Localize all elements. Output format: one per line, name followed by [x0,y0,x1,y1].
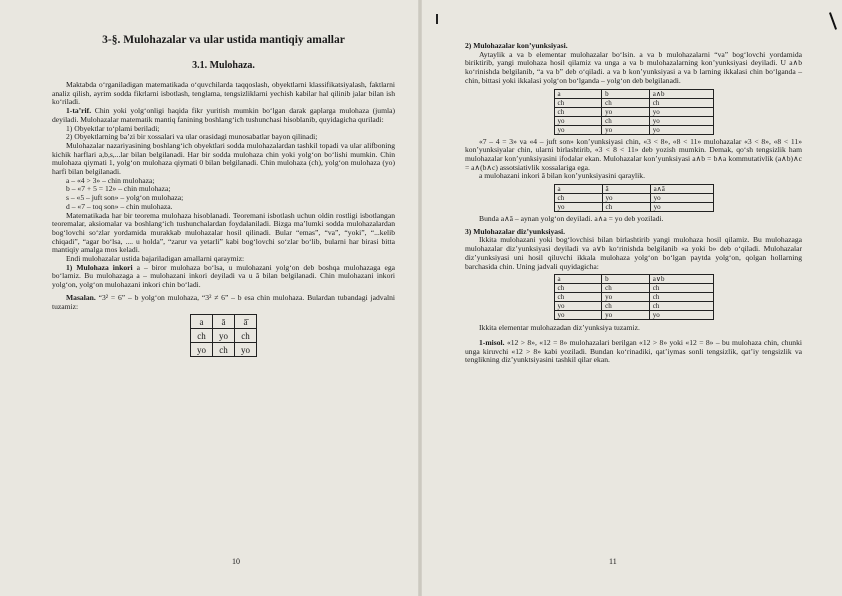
disjunction-truth-table [554,274,714,320]
table-header-cell: a∧ā [650,185,713,194]
intro-paragraph: Maktabda o‘rganiladigan matematikada o‘quvchilarda taqqoslash, obyektlarni klassifikatsiyalash, faktlarni analiz qilish, ayrim sodda fikrlarni isbotlash, tenglama, tengsizliklarni yechish kabilar hal qilinib jalar bilan ish ko‘riladi. [52,80,395,107]
table-cell: yo [554,125,602,134]
table-header-cell: ā [213,315,235,329]
table-header-cell: ā [602,185,650,194]
table-cell: ch [554,107,602,116]
table-cell: ch [554,98,602,107]
table-cell: ch [554,293,602,302]
definition-paragraph [52,107,395,124]
example-paragraph [52,294,395,311]
table-cell: yo [649,107,713,116]
table-cell: yo [602,311,650,320]
example-1-text: «12 > 8», «12 = 8» mulohazalari berilgan «12 > 8» yoki «12 = 8» – bu mulohaza chin, chunki unga kiruvchi «12 > 8» kabi yoziladi. Bundan ko‘rinadiki, qat’iymas sonli tengsizlik, qat’iy tengsizlik va tenglikning diz’yunktsiyasini tashkil qilar ekan. [465,337,802,365]
table-header-cell: a∧b [649,89,713,98]
table-row [554,311,713,320]
example-b: b – «7 + 5 = 12» – chin mulohaza; [66,184,171,194]
table-cell: yo [554,302,602,311]
table-cell: yo [602,107,650,116]
table-cell: ch [602,302,650,311]
subsection-title: 3.1. Mulohaza. [192,60,255,71]
table-cell: yo [649,311,713,320]
table-cell: ch [649,284,713,293]
table-cell: ch [602,284,650,293]
table-header-cell: ā̄ [235,315,257,329]
table-row [191,329,257,343]
table-cell: yo [602,293,650,302]
conjunction-truth-table [554,89,714,135]
table-cell: yo [602,194,650,203]
table-header-cell: a [554,89,602,98]
table-cell: yo [650,194,713,203]
disjunction-title: 3) Mulohazalar diz’yunksiyasi. [465,226,566,236]
table-cell: yo [649,125,713,134]
example-d: d – «7 – toq son» – chin mulohaza. [66,201,173,211]
disjunction-paragraph: Ikkita mulohazani yoki bog‘lovchisi bilan birlashtirib yangi mulohaza hosil qilamiz. Bu mulohazaga mulohazalar diz’yunksiyasi deyiladi va a∨b ko‘rinishda belgilanib «a yoki b» deb o‘qiladi. Mulohazalar diz’yunksiyasi uni hosil qiluvchi ikkala mulohaza yolg‘on bo‘lgan paytda yolg‘on, qolgan hollarning barchasida chin. Uning jadvali quyidagicha: [465,235,802,271]
table-header-cell: b [602,275,650,284]
example-s: s – «5 – juft son» – yolg‘on mulohaza; [66,193,184,203]
table-cell: yo [191,343,213,357]
contradiction-result: Bunda a∧ā – aynan yolg‘on deyiladi. a∧a = yo deb yoziladi. [479,214,664,224]
table-cell: ch [649,293,713,302]
conjunction-paragraph: Aytaylik a va b elementar mulohazalar bo‘lsin. a va b mulohazalarni “va” bog‘lovchi yordamida biriktirib, yangi mulohaza hosil qilamiz va unga a va b mulohazalarning kon’yunksiyasi deyiladi. U a∧b ko‘rinishda belgilanib, “a va b” deb o‘qiladi. a va b kon’yunksiyasi a va b larning ikkalasi chin bo‘lganda – chin, bittasi yoki ikkalasi yolg‘on bo‘lganda – yolg‘on deb belgilanadi. [465,49,802,85]
page-number-left: 10 [232,557,240,566]
table-row [554,107,713,116]
disjunction-note: Ikkita elementar mulohazadan diz’yunksiya tuzamiz. [479,323,640,333]
table-row [554,194,713,203]
table-header-cell: a [191,315,213,329]
table-header-cell: a [554,275,602,284]
table-header-cell: a∨b [649,275,713,284]
list-item-1: 1) Obyektlar to‘plami beriladi; [66,123,160,133]
table-row [554,284,713,293]
negation-truth-table [190,314,257,357]
table-cell: ch [602,98,650,107]
conjunction-example: «7 – 4 = 3» va «4 – juft son» kon’yunksiyasi chin, «3 < 8», «8 < 11» mulohazalar «3 < 8», «8 < 11» kon’yunksiyalar chin, ularni birlashtirib, «3 < 8 < 11» deb yozish mumkin. Demak, qo‘sh tengsizlik ham mulohazalar kon’yunksiyasini ifodalar ekan. Mulohazalar kon’yunksiyasi a∧b = b∧a kommutativlik (a∧b)∧c = a∧(b∧c) assotsiativlik xossalariga ega. [465,136,802,172]
example-a: a – «4 > 3» – chin mulohaza; [66,175,155,185]
table-row [554,98,713,107]
objects-paragraph: Mulohazalar nazariyasining boshlang‘ich obyektlari sodda mulohazalardan tashkil topadi va ular alifboning kichik harflari a,b,s,...lar bilan belgilanadi. Har bir sodda mulohaza chin yoki yolg‘on bo‘lishi mumkin. Chin mulohaza qiymati 1, yolg‘on mulohaza qiymati 0 bilan belgilanadi. Chin mulohaza (ch), yolg‘on mulohaza (yo) harfi bilan belgilanadi. [52,140,395,177]
conjunction-negation-intro: a mulohazani inkori ā bilan kon’yunksiyasini qaraylik. [479,171,645,181]
example-label: Masalan. [66,292,96,302]
negation-label: 1) Mulohaza inkori [66,262,133,272]
table-header-row [554,89,713,98]
list-item-2: 2) Obyektlarning ba’zi bir xossalari va ular orasidagi munosabatlar bayon qilinadi; [66,132,318,142]
table-cell: yo [554,203,602,212]
operations-intro: Endi mulohazalar ustida bajariladigan amallarni qaraymiz: [66,254,245,264]
example-text: “3² = 6” – b yolg‘on mulohaza, “3² ≠ 6” – b esa chin mulohaza. Bulardan tubandagi jadvalni tuzamiz: [52,292,395,311]
table-cell: yo [650,203,713,212]
section-title: 3-§. Mulohazalar va ular ustida mantiqiy amallar [102,34,345,46]
table-cell: yo [602,125,650,134]
table-cell: ch [213,343,235,357]
table-row [191,343,257,357]
table-cell: yo [554,311,602,320]
table-row [554,302,713,311]
table-cell: ch [235,329,257,343]
table-cell: ch [602,203,650,212]
table-cell: ch [554,284,602,293]
conjunction-title: 2) Mulohazalar kon’yunksiyasi. [465,41,568,50]
table-header-cell: b [602,89,650,98]
table-row [554,125,713,134]
table-cell: yo [554,116,602,125]
table-row [554,203,713,212]
table-cell: yo [649,116,713,125]
table-cell: yo [213,329,235,343]
negation-paragraph [52,264,395,290]
table-header-row [191,315,257,329]
definition-text: Chin yoki yolg‘onligi haqida fikr yuritish mumkin bo‘lgan darak gaplarga mulohaza (jumla) deyiladi. Mulohazalar matematik mantiq fanining boshlang‘ich tushunchasi hisoblanib, quyidagicha quriladi: [52,106,395,124]
table-header-row [554,275,713,284]
example-1-paragraph [465,339,802,365]
table-cell: ch [649,302,713,311]
table-header-cell: a [554,185,602,194]
right-page [421,0,842,596]
negation-text: a – biror mulohaza bo‘lsa, u mulohazani yolg‘on deb boshqa mulohazaga ega bo‘lamiz. Bu mulohazaga a – mulohazani inkori deyiladi va u ā bilan belgilanadi. Chin mulohazani inkori yolg‘on, yolg‘on mulohazani inkori chin bo‘ladi. [52,262,395,290]
table-row [554,116,713,125]
contradiction-truth-table [554,184,714,212]
table-cell: ch [649,98,713,107]
theorem-paragraph: Matematikada har bir teorema mulohaza hisoblanadi. Teoremani isbotlash uchun oldin rostligi isbotlangan teoremalar, aksiomalar va boshlang‘ich tushunchalardan foydalaniladi. Bizga ma’lumki sodda mulohazalardan bog‘lovchi so‘zlar yordamida murakkab mulohazalar hosil qilinadi. Bular “emas”, “va”, “yoki”, “...kelib chiqadi”, “agar bo‘lsa, .... u holda”, “zarur va yetarli” kabi bog‘lovchi so‘zlar bo‘lib, bularni har birasi bitta mantiqiy amalga mos keladi. [52,210,395,255]
page-number-right: 11 [609,557,617,566]
table-cell: ch [602,116,650,125]
table-header-row [554,185,713,194]
table-row [554,293,713,302]
table-cell: ch [554,194,602,203]
definition-label: 1-ta’rif. [66,106,92,116]
table-cell: ch [191,329,213,343]
table-cell: yo [235,343,257,357]
example-1-label: 1-misol. [479,337,505,347]
